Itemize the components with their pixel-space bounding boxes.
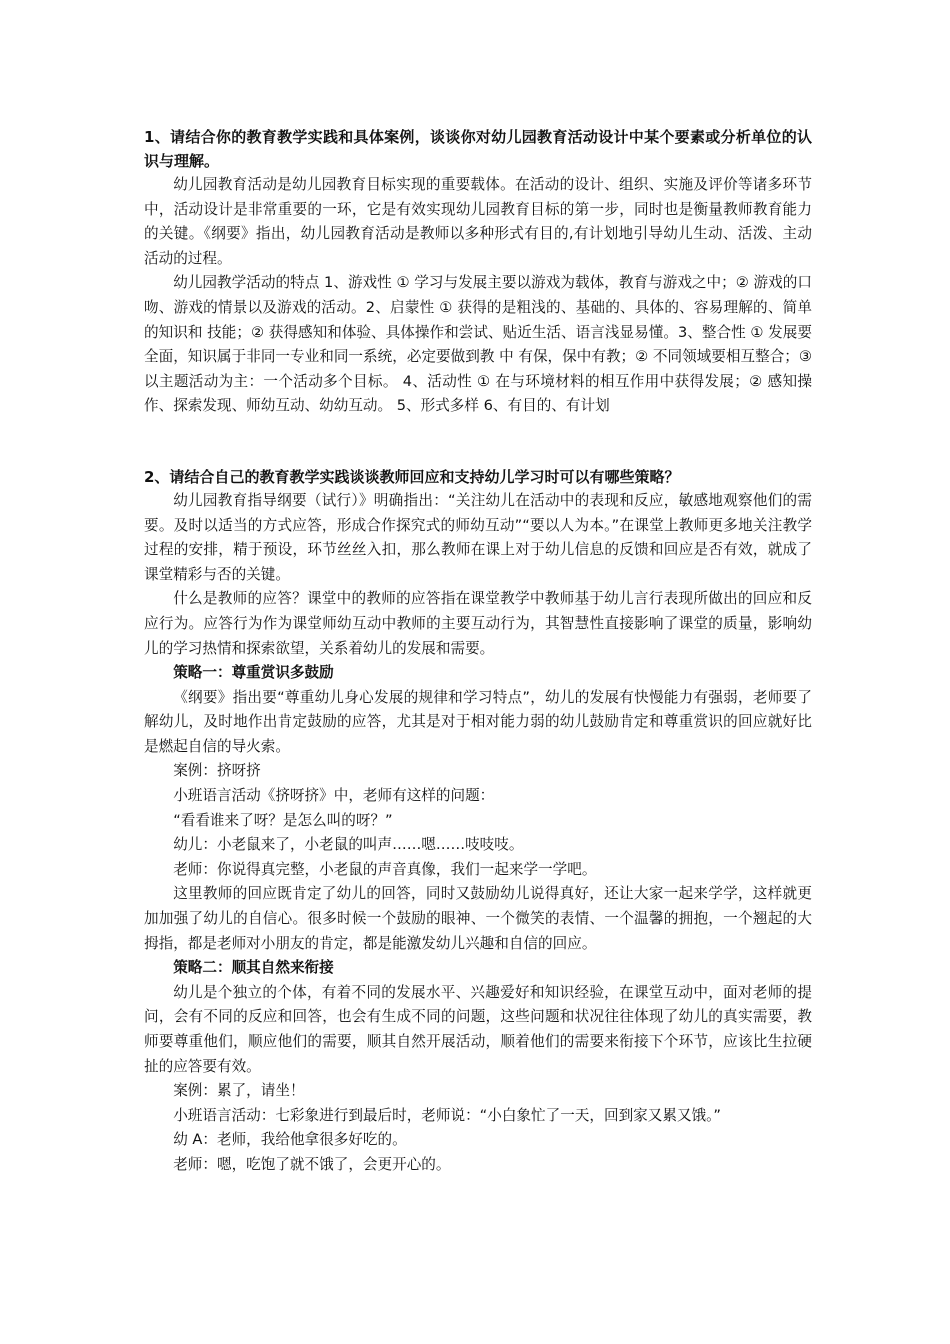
- case-line: 小班语言活动：七彩象进行到最后时，老师说：“小白象忙了一天，回到家又累又饿。”: [173, 1106, 721, 1124]
- section-2: [144, 465, 812, 1178]
- question-2-heading: 2、请结合自己的教育教学实践谈谈教师回应和支持幼儿学习时可以有哪些策略？: [144, 467, 680, 486]
- strategy-2-title: 策略二：顺其自然来衔接: [173, 959, 334, 977]
- document-body: [144, 125, 812, 1178]
- section-1: [144, 125, 812, 419]
- case-line: 小班语言活动《挤呀挤》中，老师有这样的问题：: [173, 787, 495, 805]
- paragraph: 什么是教师的应答？课堂中的教师的应答指在课堂教学中教师基于幼儿言行表现所做出的回应和反应行为。应答行为作为课堂师幼互动中教师的主要互动行为，其智慧性直接影响了课堂的质量，影响幼儿的学习热情和探索欲望，关系着幼儿的发展和需要。: [144, 590, 812, 657]
- paragraph: 幼儿园教育指导纲要（试行）》明确指出：“关注幼儿在活动中的表现和反应，敏感地观察他们的需要。及时以适当的方式应答，形成合作探究式的师幼互动”“要以人为本。”在课堂上教师更多地关注教学过程的安排，精于预设，环节丝丝入扣，那么教师在课上对于幼儿信息的反馈和回应是否有效，就成了课堂精彩与否的关键。: [144, 491, 812, 583]
- paragraph: 《纲要》指出要“尊重幼儿身心发展的规律和学习特点”，幼儿的发展有快慢能力有强弱，老师要了解幼儿，及时地作出肯定鼓励的应答，尤其是对于相对能力弱的幼儿鼓励肯定和尊重赏识的回应就好比是燃起自信的导火索。: [144, 688, 812, 755]
- paragraph: 幼儿是个独立的个体，有着不同的发展水平、兴趣爱好和知识经验，在课堂互动中，面对老师的提问，会有不同的反应和回答，也会有生成不同的问题，这些问题和状况往往体现了幼儿的真实需要，教师要尊重他们，顺应他们的需要，顺其自然开展活动，顺着他们的需要来衔接下个环节，应该比生拉硬扯的应答要有效。: [144, 983, 812, 1075]
- paragraph: 幼儿园教学活动的特点 1、游戏性 ① 学习与发展主要以游戏为载体，教育与游戏之中；② 游戏的口吻、游戏的情景以及游戏的活动。2、启蒙性 ① 获得的是粗浅的、基础的、具体的、容易理解的、简单的知识和 技能；② 获得感知和体验、具体操作和尝试、贴近生活、语言浅显易懂。3、整合性 ① 发展要全面，知识属于非同一专业和同一系统，必定要做到教 中 有保，保中有教；② 不同领域要相互整合；③ 以主题活动为主：一个活动多个目标。 4、活动性 ① 在与环境材料的相互作用中获得发展；② 感知操作、探索发现、师幼互动、幼幼互动。 5、形式多样 6、有目的、有计划: [144, 274, 812, 415]
- case-title: 案例：挤呀挤: [173, 762, 261, 780]
- case-line: “看看谁来了呀？是怎么叫的呀？”: [173, 811, 393, 829]
- case-line: 老师：你说得真完整，小老鼠的声音真像，我们一起来学一学吧。: [173, 860, 597, 878]
- case-line: 幼儿：小老鼠来了，小老鼠的叫声……嗯……吱吱吱。: [173, 836, 524, 854]
- case-title: 案例：累了，请坐！: [173, 1082, 305, 1100]
- strategy-1-title: 策略一：尊重赏识多鼓励: [173, 664, 334, 682]
- question-1-heading: 1、请结合你的教育教学实践和具体案例，谈谈你对幼儿园教育活动设计中某个要素或分析单位的认识与理解。: [144, 128, 812, 170]
- case-line: 幼 A：老师，我给他拿很多好吃的。: [173, 1131, 407, 1149]
- paragraph: 这里教师的回应既肯定了幼儿的回答，同时又鼓励幼儿说得真好，还让大家一起来学学，这样就更加加强了幼儿的自信心。很多时候一个鼓励的眼神、一个微笑的表情、一个温馨的拥抱，一个翘起的大拇指，都是老师对小朋友的肯定，都是能激发幼儿兴趣和自信的回应。: [144, 885, 812, 952]
- paragraph: 幼儿园教育活动是幼儿园教育目标实现的重要载体。在活动的设计、组织、实施及评价等诸多环节中，活动设计是非常重要的一环，它是有效实现幼儿园教育目标的第一步，同时也是衡量教师教育能力的关键。《纲要》指出，幼儿园教育活动是教师以多种形式有目的,有计划地引导幼儿生动、活泼、主动活动的过程。: [144, 176, 812, 267]
- case-line: 老师：嗯，吃饱了就不饿了，会更开心的。: [173, 1155, 451, 1173]
